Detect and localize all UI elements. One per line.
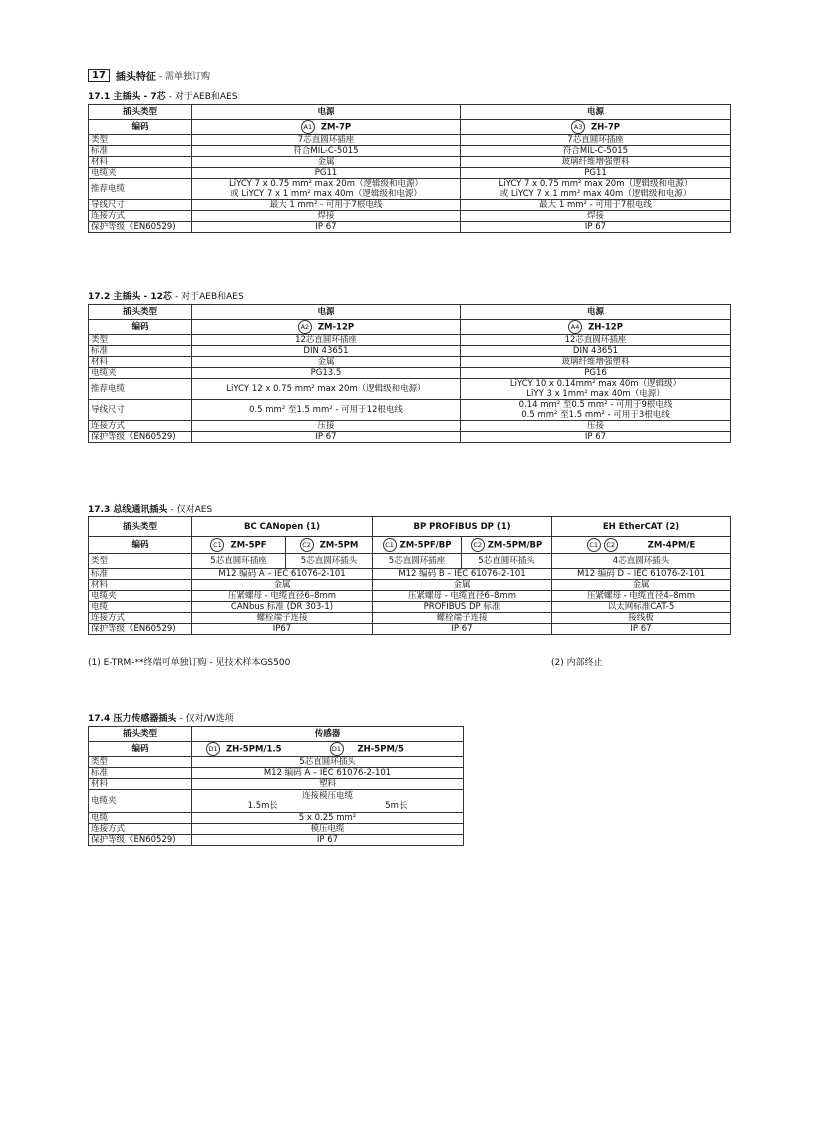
row-label: 材料 (89, 357, 192, 368)
row-label: 保护等级（EN60529) (89, 624, 192, 635)
cell: IP 67 (192, 835, 464, 846)
cell: M12 编码 B – IEC 61076-2-101 (373, 569, 552, 580)
cell: 模压电缆 (192, 824, 464, 835)
cell: 金属 (192, 580, 373, 591)
cell-line: 或 LiYCY 7 x 1 mm² max 40m（逻辑级和电源） (499, 189, 692, 199)
cell: LiYCY 12 x 0.75 mm² max 20m（逻辑级和电源） (192, 379, 461, 400)
cell: 螺栓端子连接 (373, 613, 552, 624)
circle-badge: A1 (301, 120, 315, 134)
row-label: 导线尺寸 (89, 400, 192, 421)
s2-title: 17.2 主插头 - 12芯 - 对于AEB和AES (88, 292, 244, 302)
s1-table (88, 104, 731, 233)
s4-title: 17.4 压力传感器插头 - 仅对/W选项 (88, 714, 234, 724)
col-head: 传感器 (192, 727, 464, 742)
row-label: 标准 (89, 768, 192, 779)
col-head-label: 插头类型 (89, 105, 192, 120)
cell: 螺栓端子连接 (192, 613, 373, 624)
code-value: ZM-5PF (230, 540, 267, 551)
row-label: 材料 (89, 779, 192, 790)
row-label: 推荐电缆 (89, 179, 192, 200)
cell: 玻璃纤维增强塑料 (461, 157, 731, 168)
section-number: 17 (88, 69, 110, 82)
row-label: 连接方式 (89, 613, 192, 624)
cell: M12 编码 A – IEC 61076-2-101 (192, 768, 464, 779)
col1-head: 电源 (192, 305, 461, 320)
cell: 压紧螺母 - 电缆直径6–8mm (192, 591, 373, 602)
cell: 12芯直圆环插座 (192, 335, 461, 346)
cell: 压接 (461, 421, 731, 432)
cell: CANbus 标准 (DR 303-1) (192, 602, 373, 613)
cell: 7芯直圆环插座 (192, 135, 461, 146)
circle-badge: C1 (587, 538, 601, 552)
code-value: ZM-5PF/BP (399, 540, 452, 551)
row-label: 类型 (89, 554, 192, 569)
cell-line: LiYY 3 x 1mm² max 40m（电源） (526, 389, 665, 399)
code-label: 编码 (89, 537, 192, 554)
circle-badge: C2 (300, 538, 314, 552)
row-label: 标准 (89, 146, 192, 157)
s3-table (88, 516, 731, 635)
row-label: 连接方式 (89, 211, 192, 222)
row-label: 标准 (89, 346, 192, 357)
footnote-1: (1) E-TRM-**终端可单独订购 - 见技术样本GS500 (88, 658, 291, 668)
section-header (88, 68, 210, 83)
row-label: 保护等级（EN60529) (89, 222, 192, 233)
cell-line: 连接模压电缆 (302, 791, 354, 801)
cell: 金属 (192, 157, 461, 168)
code-value: ZM-4PM/E (647, 540, 696, 551)
row-label: 保护等级（EN60529) (89, 835, 192, 846)
row-label: 电缆夹 (89, 368, 192, 379)
cell: 0.5 mm² 至1.5 mm² - 可用于12根电线 (192, 400, 461, 421)
section-title: 插头特征 (115, 72, 156, 83)
cell: 5芯直圆环插座 (373, 554, 462, 569)
row-label: 电缆 (89, 602, 192, 613)
cell: 玻璃纤维增强塑料 (461, 357, 731, 368)
s4-table (88, 726, 464, 846)
col1-head: 电源 (192, 105, 461, 120)
code-value: ZH-5PM/5 (357, 744, 404, 755)
cell-line: 或 LiYCY 7 x 1 mm² max 40m（逻辑级和电源） (230, 189, 422, 199)
row-label: 材料 (89, 157, 192, 168)
cell-line: LiYCY 7 x 0.75 mm² max 20m（逻辑级和电源） (498, 179, 693, 189)
cell: IP 67 (192, 222, 461, 233)
row-label: 类型 (89, 757, 192, 768)
cell: IP 67 (461, 222, 731, 233)
row-label: 类型 (89, 335, 192, 346)
row-label: 连接方式 (89, 824, 192, 835)
cell: IP 67 (552, 624, 731, 635)
cell: PG11 (192, 168, 461, 179)
cell: 5芯直圆环插头 (462, 554, 552, 569)
section-subtitle: - 需单独订购 (158, 72, 211, 82)
cell: 金属 (552, 580, 731, 591)
code-value: ZM-5PM (319, 540, 359, 551)
cell: DIN 43651 (461, 346, 731, 357)
cell-line: LiYCY 10 x 0.14mm² max 40m（逻辑级） (509, 379, 682, 389)
code-label: 编码 (89, 742, 192, 757)
row-label: 电缆夹 (89, 790, 192, 813)
circle-badge: A3 (571, 120, 585, 134)
cell-line: 0.14 mm² 至0.5 mm² - 可用于9根电线 (518, 400, 673, 410)
row-label: 连接方式 (89, 421, 192, 432)
cell: 塑料 (192, 779, 464, 790)
cell: 最大 1 mm² - 可用于7根电线 (192, 200, 461, 211)
col-head-label: 插头类型 (89, 727, 192, 742)
cell: 符合MIL-C-5015 (461, 146, 731, 157)
group1-head: BC CANopen (1) (192, 517, 373, 537)
code-value: ZM-12P (317, 322, 355, 333)
row-label: 电缆 (89, 813, 192, 824)
cell: 压紧螺母 - 电缆直径6–8mm (373, 591, 552, 602)
cell: PG16 (461, 368, 731, 379)
cell: 5芯直圆环插座 (192, 554, 286, 569)
group2-head: BP PROFIBUS DP (1) (373, 517, 552, 537)
col2-head: 电源 (461, 105, 731, 120)
circle-badge: C2 (604, 538, 618, 552)
cell-line: LiYCY 7 x 0.75 mm² max 20m（逻辑级和电源） (229, 179, 423, 189)
code-value: ZM-7P (320, 122, 352, 133)
code-label: 编码 (89, 320, 192, 335)
code-value: ZM-5PM/BP (487, 540, 543, 551)
cell: 接线板 (552, 613, 731, 624)
row-label: 导线尺寸 (89, 200, 192, 211)
circle-badge: D1 (330, 742, 344, 756)
cell-line: 0.5 mm² 至1.5 mm² - 可用于3根电线 (521, 410, 670, 420)
cell: M12 编码 A – IEC 61076-2-101 (192, 569, 373, 580)
circle-badge: C1 (210, 538, 224, 552)
cell: IP 67 (192, 432, 461, 443)
circle-badge: A4 (568, 320, 582, 334)
cell: 压接 (192, 421, 461, 432)
cell: 4芯直圆环插头 (552, 554, 731, 569)
cell: 5芯直圆环插头 (192, 757, 464, 768)
row-label: 保护等级（EN60529) (89, 432, 192, 443)
row-label: 电缆夹 (89, 168, 192, 179)
row-label: 标准 (89, 569, 192, 580)
cell: PG13.5 (192, 368, 461, 379)
cell: 12芯直圆环插座 (461, 335, 731, 346)
cell: M12 编码 D – IEC 61076-2-101 (552, 569, 731, 580)
circle-badge: C2 (471, 538, 485, 552)
cell: PROFIBUS DP 标准 (373, 602, 552, 613)
cell: DIN 43651 (192, 346, 461, 357)
row-label: 电缆夹 (89, 591, 192, 602)
code-label: 编码 (89, 120, 192, 135)
circle-badge: D1 (206, 742, 220, 756)
code-value: ZH-12P (588, 322, 623, 333)
cell: 金属 (192, 357, 461, 368)
col-head-label: 插头类型 (89, 305, 192, 320)
col-head-label: 插头类型 (89, 517, 192, 537)
cell: IP 67 (373, 624, 552, 635)
cell: IP67 (192, 624, 373, 635)
cell: IP 67 (461, 432, 731, 443)
row-label: 类型 (89, 135, 192, 146)
s1-title: 17.1 主插头 - 7芯 - 对于AEB和AES (88, 92, 238, 102)
length-option: 1.5m长 (247, 801, 278, 811)
length-option: 5m长 (385, 801, 408, 811)
s2-table (88, 304, 731, 443)
cell: 金属 (373, 580, 552, 591)
row-label: 材料 (89, 580, 192, 591)
cell: 焊接 (461, 211, 731, 222)
code-value: ZH-7P (591, 122, 620, 133)
circle-badge: A2 (298, 320, 312, 334)
cell: 7芯直圆环插座 (461, 135, 731, 146)
s3-title: 17.3 总线通讯插头 - 仅对AES (88, 505, 213, 515)
group3-head: EH EtherCAT (2) (552, 517, 731, 537)
cell: PG11 (461, 168, 731, 179)
cell: 符合MIL-C-5015 (192, 146, 461, 157)
cell: 压紧螺母 - 电缆直径4–8mm (552, 591, 731, 602)
code-value: ZH-5PM/1.5 (226, 744, 282, 755)
row-label: 推荐电缆 (89, 379, 192, 400)
col2-head: 电源 (461, 305, 731, 320)
cell: 焊接 (192, 211, 461, 222)
footnote-2: (2) 内部终止 (551, 658, 603, 668)
cell: 5 x 0.25 mm² (192, 813, 464, 824)
cell: 最大 1 mm² - 可用于7根电线 (461, 200, 731, 211)
circle-badge: C1 (383, 538, 397, 552)
cell: 5芯直圆环插头 (286, 554, 373, 569)
cell: 以太网标准CAT-5 (552, 602, 731, 613)
